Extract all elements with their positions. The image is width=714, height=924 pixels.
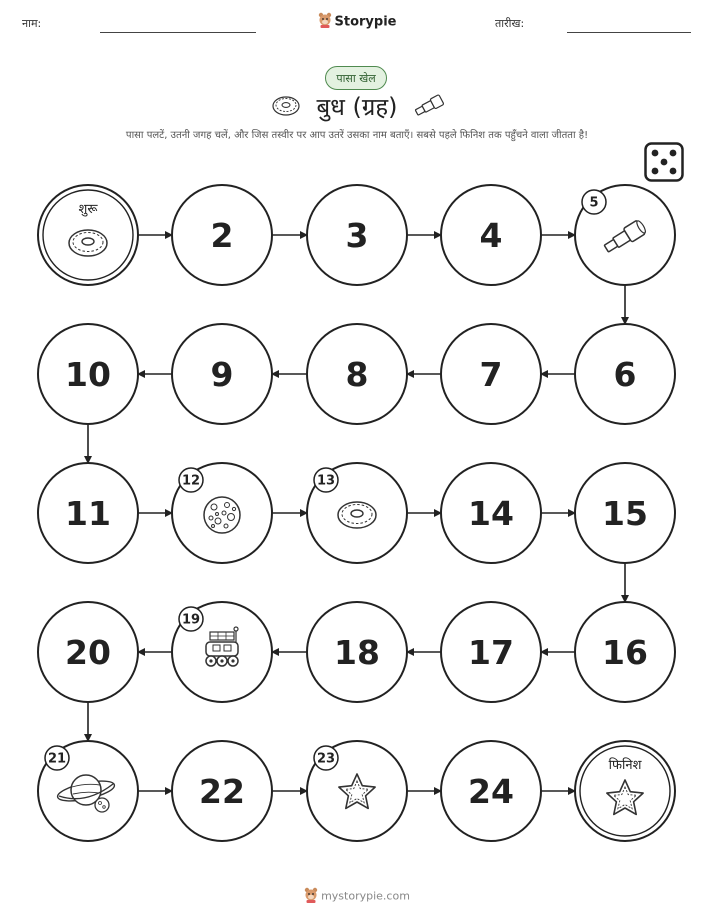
storypie-logo-icon <box>304 887 318 906</box>
space-number: 8 <box>345 355 369 394</box>
date-label: तारीख: <box>495 17 525 30</box>
board-space-8[interactable] <box>307 324 407 424</box>
board-space-21[interactable] <box>38 741 138 841</box>
space-number: 20 <box>65 633 111 672</box>
donut-icon <box>69 230 107 256</box>
rover-icon <box>206 627 238 666</box>
donut-icon <box>338 502 376 528</box>
space-number: 18 <box>334 633 380 672</box>
space-number: 19 <box>181 612 201 628</box>
space-number: 22 <box>199 772 245 811</box>
board-space-22[interactable] <box>172 741 272 841</box>
board-space-24[interactable] <box>441 741 541 841</box>
space-number: 17 <box>468 633 514 672</box>
board-space-6[interactable] <box>575 324 675 424</box>
board-space-25[interactable] <box>575 741 675 841</box>
space-number: 23 <box>316 751 336 767</box>
board-space-2[interactable] <box>172 185 272 285</box>
footer-url: mystorypie.com <box>321 889 410 903</box>
board-space-4[interactable] <box>441 185 541 285</box>
space-number: 12 <box>181 473 201 489</box>
space-number: 2 <box>210 216 234 255</box>
board-space-7[interactable] <box>441 324 541 424</box>
instructions: पासा पलटें, उतनी जगह चलें, और जिस तस्वीर पर आप उतरें उसका नाम बताएँ। सबसे पहले फिनिश तक पहुँचने वाला जीतता है! <box>125 130 589 141</box>
board-space-10[interactable] <box>38 324 138 424</box>
space-number: 14 <box>468 494 514 533</box>
finish-label: फिनिश <box>608 758 642 773</box>
board-space-11[interactable] <box>38 463 138 563</box>
footer <box>0 887 714 906</box>
board-space-19[interactable] <box>172 602 272 702</box>
game-badge: पासा खेल <box>325 66 387 90</box>
space-number: 9 <box>210 355 234 394</box>
board-space-13[interactable] <box>307 463 407 563</box>
brand-name: Storypie <box>334 14 397 30</box>
name-label: नाम: <box>22 17 42 30</box>
space-number: 15 <box>602 494 648 533</box>
board-space-3[interactable] <box>307 185 407 285</box>
board-space-17[interactable] <box>441 602 541 702</box>
board-space-12[interactable] <box>172 463 272 563</box>
board-space-20[interactable] <box>38 602 138 702</box>
moon-icon <box>204 497 240 533</box>
board-space-15[interactable] <box>575 463 675 563</box>
space-number: 10 <box>65 355 111 394</box>
space-number: 11 <box>65 494 111 533</box>
space-number: 3 <box>345 216 369 255</box>
space-number: 16 <box>602 633 648 672</box>
board-space-14[interactable] <box>441 463 541 563</box>
space-number: 21 <box>47 751 67 767</box>
space-number: 4 <box>479 216 503 255</box>
board-space-23[interactable] <box>307 741 407 841</box>
space-number: 6 <box>613 355 637 394</box>
board-space-9[interactable] <box>172 324 272 424</box>
space-number: 13 <box>316 473 336 489</box>
page-title: बुध (ग्रह) <box>316 93 398 121</box>
board-space-18[interactable] <box>307 602 407 702</box>
board-space-5[interactable] <box>575 185 675 285</box>
board-space-16[interactable] <box>575 602 675 702</box>
start-label: शुरू <box>78 202 98 217</box>
space-number: 5 <box>589 195 599 211</box>
board-space-1[interactable] <box>38 185 138 285</box>
space-number: 24 <box>468 772 514 811</box>
space-number: 7 <box>479 355 503 394</box>
